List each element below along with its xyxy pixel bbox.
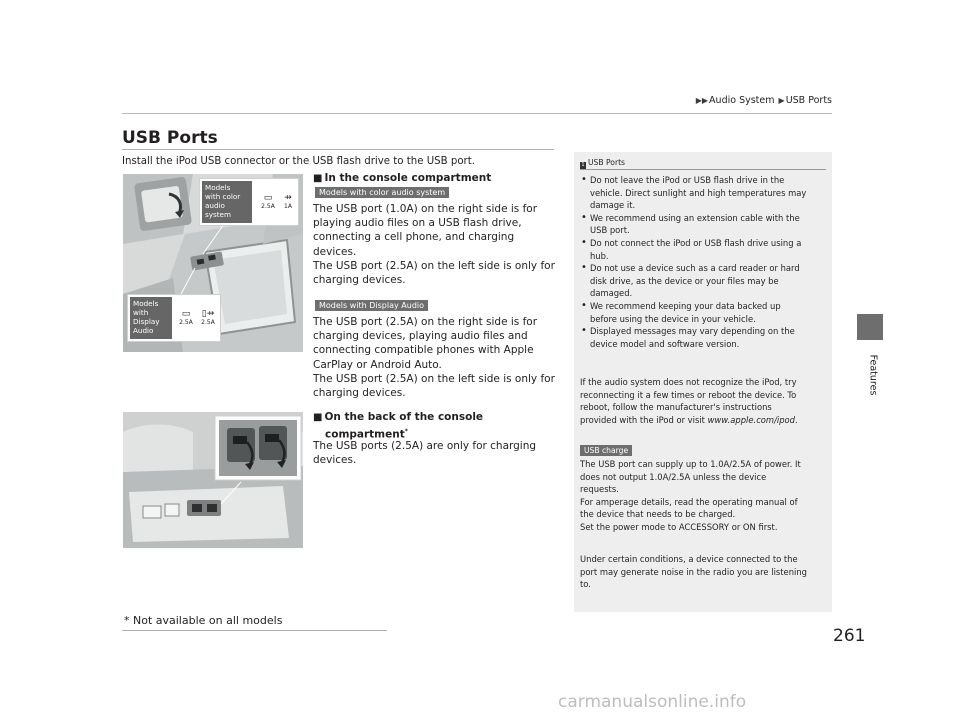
text-line: port may generate noise in the radio you are listening <box>580 566 807 577</box>
text-line: before using the device in your vehicle. <box>590 313 756 324</box>
text-line: playing audio files on a USB flash drive, <box>313 217 522 230</box>
section-heading: In the console compartment <box>324 172 492 184</box>
console-back-photo <box>123 412 303 548</box>
note-paragraph-reconnect <box>580 376 828 426</box>
callout-label-line: Display <box>133 317 160 326</box>
side-tab-marker <box>857 314 883 340</box>
callout-label-line: system <box>205 210 231 219</box>
text-line: The USB port (2.5A) on the right side is for <box>313 316 538 328</box>
side-tab-label: Features <box>867 354 879 396</box>
heading-line <box>313 410 483 425</box>
list-item <box>580 212 828 237</box>
text-line: connecting compatible phones with Apple <box>313 344 534 357</box>
note-paragraph-noise <box>580 553 828 591</box>
note-paragraph-power <box>580 458 828 534</box>
text-line: hub. <box>590 250 609 261</box>
charge-icon: ▭ <box>263 193 273 203</box>
text-line: We recommend keeping your data backed up <box>590 300 781 311</box>
section-back-heading <box>313 410 483 442</box>
pill-models-color-audio: Models with color audio system <box>315 187 449 198</box>
list-item <box>580 174 828 212</box>
footnote-marker: * <box>404 428 408 436</box>
breadcrumb-item-usb-ports[interactable]: USB Ports <box>785 95 832 106</box>
apple-link[interactable]: www.apple.com/ipod <box>707 414 795 425</box>
text-line: devices. <box>313 454 357 467</box>
charge-port-icon <box>178 309 194 327</box>
watermark: carmanualsonline.info <box>558 692 747 712</box>
text-line: Under certain conditions, a device connected to the <box>580 554 798 564</box>
text-line: vehicle. Direct sunlight and high temperatures may <box>590 187 807 198</box>
footnote: * Not available on all models <box>124 614 283 627</box>
text-line: USB port. <box>590 225 630 236</box>
text-line: The USB port can supply up to 1.0A/2.5A of power. It <box>580 459 801 469</box>
text-line: requests. <box>580 484 619 495</box>
callout-display-audio <box>127 294 221 342</box>
callout-label-line: Models <box>133 299 159 308</box>
section-console-heading <box>313 171 491 186</box>
text-line: The USB port (2.5A) on the left side is only for <box>313 259 555 272</box>
text-line: The USB port (1.0A) on the right side is for <box>313 203 538 215</box>
paragraph-back <box>313 439 536 467</box>
text-line: CarPlay or Android Auto. <box>313 358 442 371</box>
square-bullet-icon: ■ <box>313 173 323 184</box>
page-title: USB Ports <box>122 128 218 148</box>
section-heading-cont: compartment <box>325 428 405 441</box>
text-line <box>580 414 828 427</box>
list-item <box>580 325 828 350</box>
port-amperage: 2.5A <box>179 319 193 326</box>
callout-label-line: with color <box>205 192 241 201</box>
callout-label-color-audio <box>202 181 252 223</box>
text-line: charging devices. <box>313 274 406 287</box>
text-line: If the audio system does not recognize the iPod, try <box>580 377 797 387</box>
text-line: Set the power mode to ACCESSORY or ON first. <box>580 521 778 532</box>
text-line: disk drive, as the device or your files may be <box>590 275 779 286</box>
title-divider <box>122 149 554 150</box>
text-line: The USB port (2.5A) on the left side is only for <box>313 372 555 385</box>
page-number: 261 <box>833 626 866 646</box>
charge-port-icon <box>260 193 276 211</box>
pill-models-display-audio: Models with Display Audio <box>315 300 428 311</box>
callout-label-line: Audio <box>133 326 154 335</box>
text-line: device model and software version. <box>590 338 740 349</box>
note-divider <box>580 169 826 170</box>
usb-port-icon <box>280 193 296 211</box>
note-title-text: USB Ports <box>588 158 626 167</box>
list-item <box>580 262 828 300</box>
intro-text: Install the iPod USB connector or the USB flash drive to the USB port. <box>122 156 475 167</box>
text-line: charging devices. <box>313 387 406 400</box>
text-line: reconnecting it a few times or reboot the device. To <box>580 389 797 400</box>
text-line: The USB ports (2.5A) are only for charging <box>313 440 537 452</box>
list-item <box>580 300 828 325</box>
note-bullet-list <box>580 174 828 350</box>
text-line: Displayed messages may vary depending on the <box>590 326 795 337</box>
text-line: to. <box>580 579 591 590</box>
text-fragment: provided with the iPod or visit <box>580 414 708 425</box>
text-line: Do not leave the iPod or USB flash drive in the <box>590 175 785 185</box>
callout-label-line: Models <box>205 183 231 192</box>
port-amperage: 1A <box>284 203 292 210</box>
port-amperage: 2.5A <box>261 203 275 210</box>
text-line: damage it. <box>590 200 636 211</box>
text-line: damaged. <box>590 288 633 299</box>
callout-label-display-audio <box>130 297 172 339</box>
text-line: does not output 1.0A/2.5A unless the device <box>580 471 767 482</box>
note-number-icon: 1 <box>581 162 585 168</box>
pill-usb-charge: USB charge <box>580 445 632 456</box>
text-line: connecting a cell phone, and charging <box>313 231 515 244</box>
text-line: devices. <box>313 245 357 258</box>
text-line: Do not connect the iPod or USB flash drive using a <box>590 237 802 248</box>
breadcrumb-item-audio-system[interactable]: Audio System <box>709 95 775 106</box>
paragraph-display-1 <box>313 315 555 400</box>
console-compartment-photo <box>123 174 303 352</box>
breadcrumb-arrow-icon: ▶▶ <box>695 96 709 105</box>
breadcrumb <box>695 95 832 106</box>
text-line: the device that needs to be charged. <box>580 509 736 520</box>
text-line: We recommend using an extension cable with the <box>590 212 800 223</box>
breadcrumb-arrow-icon: ▶ <box>778 96 785 105</box>
callout-label-line: with <box>133 308 149 317</box>
text-line: reboot, follow the manufacturer's instructions <box>580 402 772 413</box>
console-back-illustration <box>123 412 303 548</box>
callout-color-audio <box>199 178 299 226</box>
footnote-divider <box>122 630 387 631</box>
square-bullet-icon: ■ <box>313 412 323 423</box>
note-title <box>580 158 625 169</box>
port-amperage: 2.5A <box>201 319 215 326</box>
text-fragment: . <box>794 414 798 425</box>
usb-icon: ⇸ <box>284 193 292 203</box>
list-item <box>580 237 828 262</box>
text-line: charging devices, playing audio files and <box>313 330 528 343</box>
header-divider <box>122 113 832 114</box>
paragraph-color-1 <box>313 202 555 287</box>
heading-text <box>313 172 491 184</box>
usb-icon: ▯⇸ <box>201 309 215 319</box>
usb-port-icon <box>198 309 218 327</box>
text-line: Do not use a device such as a card reader or hard <box>590 263 800 274</box>
callout-label-line: audio <box>205 201 225 210</box>
text-line: For amperage details, read the operating manual of <box>580 496 798 507</box>
section-heading: On the back of the console <box>324 411 484 423</box>
charge-icon: ▭ <box>181 309 191 319</box>
